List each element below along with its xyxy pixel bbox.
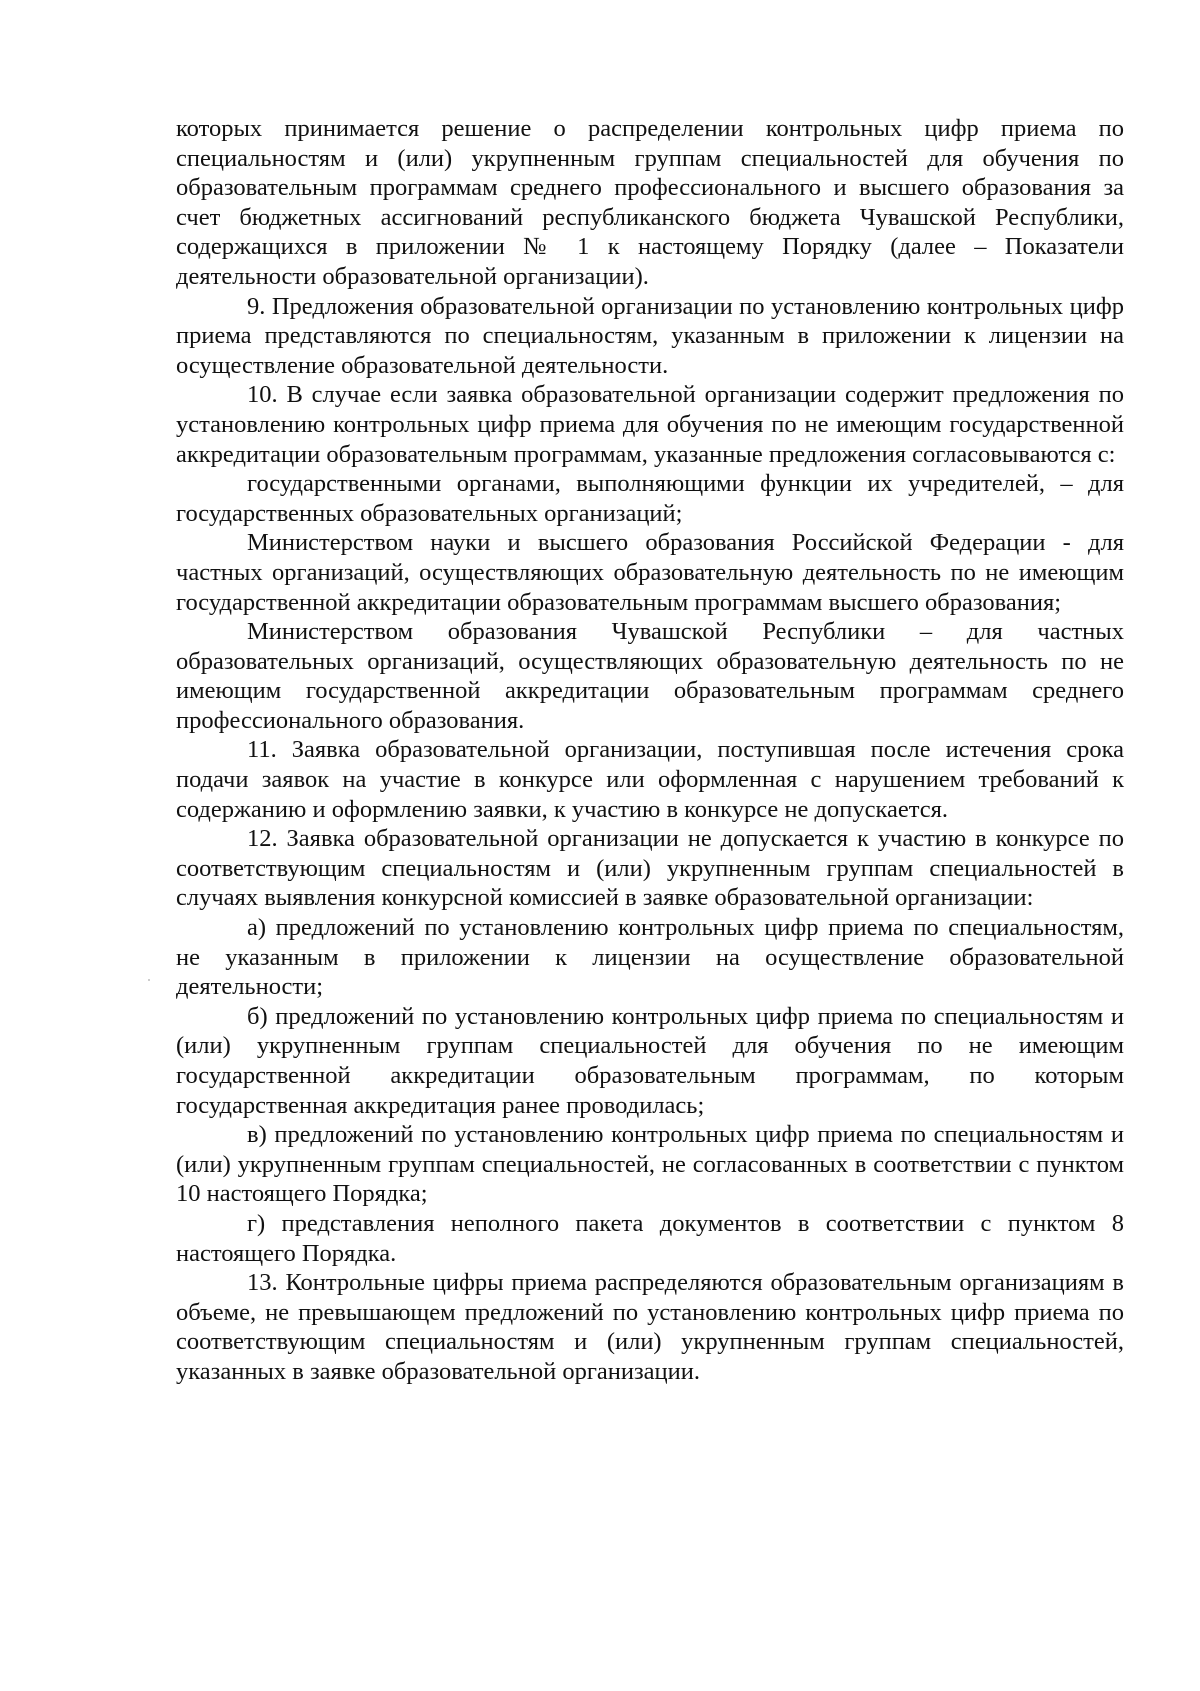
paragraph-item-12: 12. Заявка образовательной организации не допускается к участию в конкурсе по соответствующим специальностям и (или) укрупненным группам специальностей в случаях выявления конкурсной комиссией в заявке образовательной организации: [176,825,1124,912]
paragraph-continuation: которых принимается решение о распределении контрольных цифр приема по специальностям и (или) укрупненным группам специальностей для обучения по образовательным программам среднего профессионального и высшего образования за счет бюджетных ассигнований республиканского бюджета Чувашской Республики, содержащихся в приложении № 1 к настоящему Порядку (далее – Показатели деятельности образовательной организации). [176,115,1124,290]
paragraph-item-10-ministry-science: Министерством науки и высшего образования Российской Федерации - для частных организаций, осуществляющих образовательную деятельность по не имеющим государственной аккредитации образовательным программам высшего образования; [176,529,1124,616]
paragraph-item-13: 13. Контрольные цифры приема распределяются образовательным организациям в объеме, не превышающем предложений по установлению контрольных цифр приема по соответствующим специальностям и (или) укрупненным группам специальностей, указанных в заявке образовательной организации. [176,1269,1124,1385]
paragraph-item-10-ministry-education: Министерством образования Чувашской Республики – для частных образовательных организаций, осуществляющих образовательную деятельность по не имеющим государственной аккредитации образовательным программам среднего профессионального образования. [176,618,1124,734]
document-page [176,114,1124,1387]
paragraph-item-12-b: б) предложений по установлению контрольных цифр приема по специальностям и (или) укрупненным группам специальностей для обучения по не имеющим государственной аккредитации образовательным программам, по которым государственная аккредитация ранее проводилась; [176,1002,1124,1119]
paragraph-item-10: 10. В случае если заявка образовательной организации содержит предложения по установлению контрольных цифр приема для обучения по не имеющим государственной аккредитации образовательным программам, указанные предложения согласовываются с: [176,381,1124,468]
paragraph-item-10-state-bodies: государственными органами, выполняющими функции их учредителей, – для государственных образовательных организаций; [176,470,1124,527]
paragraph-item-11: 11. Заявка образовательной организации, поступившая после истечения срока подачи заявок на участие в конкурсе или оформленная с нарушением требований к содержанию и оформлению заявки, к участию в конкурсе не допускается. [176,736,1124,823]
paragraph-item-12-a: а) предложений по установлению контрольных цифр приема по специальностям, не указанным в приложении к лицензии на осуществление образовательной деятельности; [176,914,1124,1001]
paragraph-item-12-v: в) предложений по установлению контрольных цифр приема по специальностям и (или) укрупненным группам специальностей, не согласованных в соответствии с пунктом 10 настоящего Порядка; [176,1121,1124,1208]
paragraph-item-12-g: г) представления неполного пакета документов в соответствии с пунктом 8 настоящего Порядка. [176,1209,1124,1267]
scan-artifact [148,979,150,981]
paragraph-item-9: 9. Предложения образовательной организации по установлению контрольных цифр приема представляются по специальностям, указанным в приложении к лицензии на осуществление образовательной деятельности. [176,292,1124,379]
